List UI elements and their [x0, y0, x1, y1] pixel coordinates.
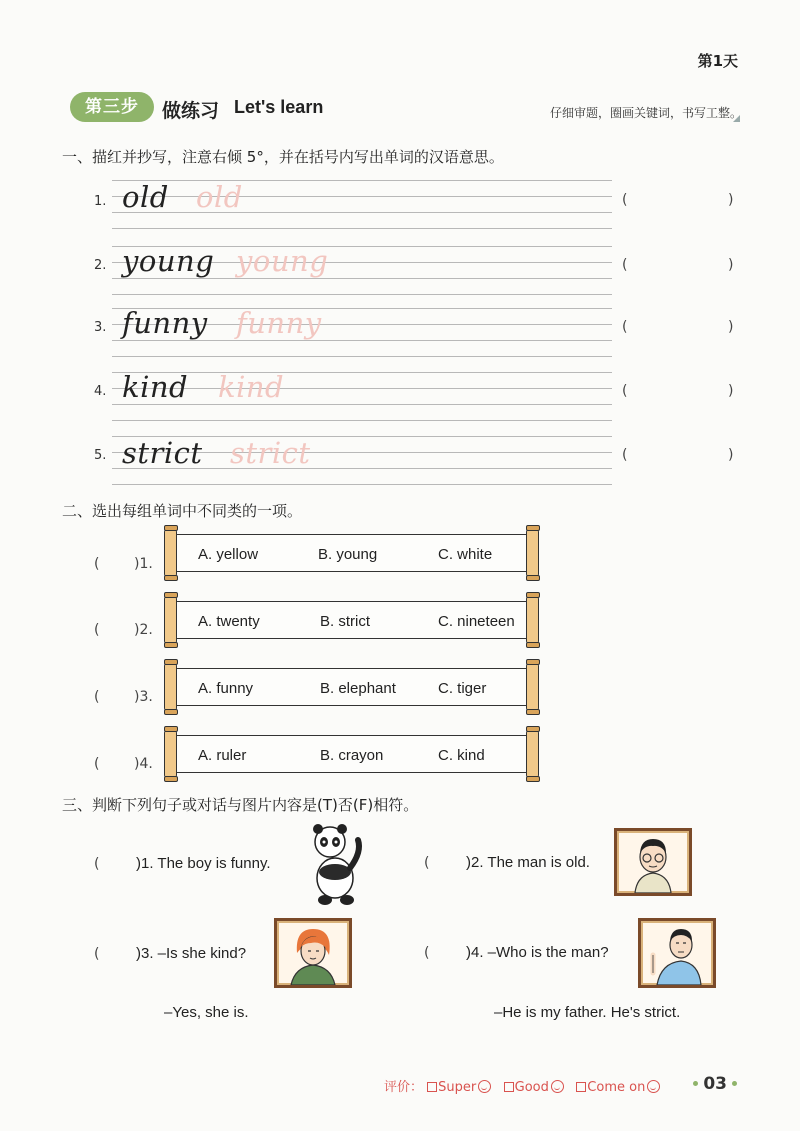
model-word: old: [122, 180, 169, 214]
scroll-roller-right: [526, 663, 539, 711]
section2-title: 二、选出每组单词中不同类的一项。: [62, 502, 303, 520]
question-text: )1. The boy is funny.: [136, 855, 271, 872]
answer-paren-open: (: [622, 192, 628, 208]
father-picture: [641, 921, 713, 985]
answer-paren-open: (: [622, 383, 628, 399]
dot-icon: [693, 1081, 698, 1086]
question-text: )4. –Who is the man?: [466, 944, 609, 961]
option-b: B. young: [318, 546, 378, 563]
section1-title: 一、描红并抄写，注意右倾 5°，并在括号内写出单词的汉语意思。: [62, 148, 504, 166]
model-word: young: [122, 244, 215, 278]
reply-text: –He is my father. He's strict.: [494, 1004, 681, 1021]
page-number: [688, 1074, 742, 1094]
good-checkbox[interactable]: [504, 1082, 514, 1092]
father-picture-frame: [638, 918, 716, 988]
trace-word: young: [236, 244, 329, 278]
trace-word: funny: [236, 306, 322, 340]
eval-label: 评价：: [384, 1080, 424, 1095]
step-title: 做练习: [162, 100, 220, 122]
scroll-roller-left: [164, 730, 177, 778]
come-on-checkbox[interactable]: [576, 1082, 586, 1092]
answer-paren-close: ): [728, 447, 734, 463]
option-c: C. white: [438, 546, 493, 563]
option-b: B. strict: [320, 613, 371, 630]
step-badge: 第三步: [70, 92, 154, 122]
smile-outline-icon: [647, 1080, 660, 1093]
model-word: funny: [122, 306, 208, 340]
evaluation-bar: [384, 1076, 660, 1095]
option-b: B. crayon: [320, 747, 384, 764]
question-text: )3. –Is she kind?: [136, 945, 247, 962]
option-a: A. funny: [198, 680, 254, 697]
answer-paren: (: [424, 945, 430, 961]
answer-paren-open: (: [622, 319, 628, 335]
scroll-roller-right: [526, 529, 539, 577]
item-number: 2.: [94, 258, 107, 273]
trace-word: strict: [230, 436, 311, 470]
step-tip: 仔细审题，圈画关键词，书写工整。: [549, 106, 742, 120]
woman-picture-frame: [274, 918, 352, 988]
page-number-text: 03: [703, 1074, 727, 1094]
option-c: C. nineteen: [438, 613, 515, 630]
answer-paren-close: ): [728, 319, 734, 335]
step-title-en: Let's learn: [234, 97, 324, 117]
answer-paren: (: [94, 946, 100, 962]
scroll-roller-left: [164, 529, 177, 577]
answer-paren-close: ): [728, 192, 734, 208]
come-on-label: Come on: [587, 1080, 646, 1095]
item-number: )2.: [134, 622, 153, 638]
option-a: A. twenty: [198, 613, 260, 630]
answer-paren: (: [94, 622, 100, 638]
option-c: C. tiger: [438, 680, 487, 697]
answer-paren-close: ): [728, 383, 734, 399]
model-word: strict: [122, 436, 203, 470]
trace-word: old: [196, 180, 243, 214]
answer-paren-open: (: [622, 447, 628, 463]
trace-word: kind: [218, 370, 285, 404]
option-c: C. kind: [438, 747, 485, 764]
super-label: Super: [438, 1080, 477, 1095]
woman-picture: [277, 921, 349, 985]
item-number: )3.: [134, 689, 153, 705]
big-smile-icon: [478, 1080, 491, 1093]
answer-paren: (: [424, 855, 430, 871]
model-word: kind: [122, 370, 189, 404]
good-label: Good: [514, 1080, 549, 1095]
item-number: )1.: [134, 556, 153, 572]
man-picture-frame: [614, 828, 692, 896]
item-number: 4.: [94, 384, 107, 399]
section3-title: 三、判断下列句子或对话与图片内容是(T)否(F)相符。: [62, 796, 419, 814]
item-number: 3.: [94, 320, 107, 335]
answer-paren: (: [94, 556, 100, 572]
item-number: 1.: [94, 194, 107, 209]
scroll-roller-left: [164, 663, 177, 711]
item-number: )4.: [134, 756, 153, 772]
super-checkbox[interactable]: [427, 1082, 437, 1092]
option-b: B. elephant: [320, 680, 396, 697]
answer-paren-open: (: [622, 257, 628, 273]
option-a: A. ruler: [198, 747, 247, 764]
option-a: A. yellow: [198, 546, 259, 563]
old-man-picture: [617, 831, 689, 893]
scroll-roller-right: [526, 596, 539, 644]
reply-text: –Yes, she is.: [164, 1004, 249, 1021]
answer-paren: (: [94, 756, 100, 772]
item-number: 5.: [94, 448, 107, 463]
question-text: )2. The man is old.: [466, 854, 590, 871]
dot-icon: [732, 1081, 737, 1086]
panda-picture: [300, 820, 370, 908]
tip-corner-mark: [733, 115, 740, 122]
scroll-roller-left: [164, 596, 177, 644]
day-label: 第1天: [697, 52, 738, 70]
answer-paren: (: [94, 856, 100, 872]
answer-paren-close: ): [728, 257, 734, 273]
answer-paren: (: [94, 689, 100, 705]
scroll-roller-right: [526, 730, 539, 778]
smile-icon: [551, 1080, 564, 1093]
